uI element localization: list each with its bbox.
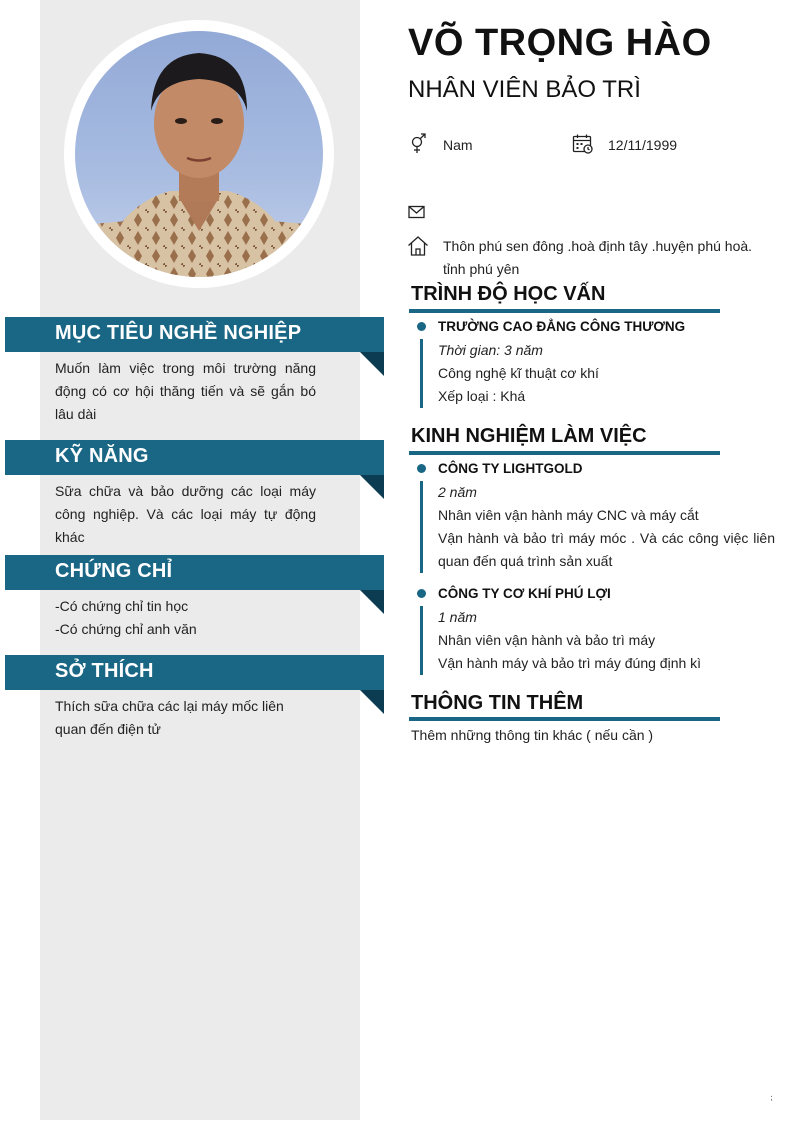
job-description: Vận hành máy và bảo trì máy đúng định kì <box>438 655 702 671</box>
skills-text: Sữa chữa và bảo dưỡng các loại máy công nghiệp. Và các loại máy tự động khác <box>55 483 316 545</box>
timeline-dot <box>417 464 426 473</box>
avatar <box>75 31 323 277</box>
education-grade: Xếp loại : Khá <box>438 388 526 404</box>
company-name: CÔNG TY LIGHTGOLD <box>438 461 583 476</box>
gender-icon <box>408 133 430 160</box>
ribbon-fold <box>360 475 384 499</box>
job-duration: 1 năm <box>438 609 477 625</box>
section-title-additional: THÔNG TIN THÊM <box>411 692 584 714</box>
envelope-icon <box>408 205 425 224</box>
birthdate-value: 12/11/1999 <box>608 137 678 153</box>
section-underline <box>409 451 720 455</box>
section-header-certificates <box>5 555 384 590</box>
job-role: Nhân viên vận hành và bảo trì máy <box>438 632 656 648</box>
company-name: CÔNG TY CƠ KHÍ PHÚ LỢI <box>438 586 611 601</box>
timeline-dot <box>417 322 426 331</box>
section-title-experience: KINH NGHIỆM LÀM VIỆC <box>411 425 647 447</box>
job-role: Nhân viên vận hành máy CNC và máy cắt <box>438 507 699 523</box>
address-value: Thôn phú sen đông .hoà định tây .huyện phú hoà. tỉnh phú yên <box>443 238 753 277</box>
section-underline <box>409 717 720 721</box>
additional-info-text: Thêm những thông tin khác ( nếu cần ) <box>411 727 654 743</box>
timeline-dot <box>417 589 426 598</box>
footer-mark: ⁏ <box>770 1093 773 1102</box>
job-description: Vận hành và bảo trì máy móc . Và các công việc liên quan đến quá trình sản xuất <box>438 530 775 569</box>
timeline-line <box>420 481 423 573</box>
timeline-line <box>420 339 423 408</box>
ribbon-fold <box>360 690 384 714</box>
section-title-education: TRÌNH ĐỘ HỌC VẤN <box>411 283 606 305</box>
section-title: MỤC TIÊU NGHỀ NGHIỆP <box>55 322 302 344</box>
section-header-hobbies <box>5 655 384 690</box>
section-header-career-goal <box>5 317 384 352</box>
hobbies-text: Thích sữa chữa các lại máy mốc liên quan đến điện tử <box>55 698 284 737</box>
gender-value: Nam <box>443 137 473 153</box>
education-duration: Thời gian: 3 năm <box>438 342 543 358</box>
certificate-item: -Có chứng chỉ anh văn <box>55 621 197 637</box>
section-underline <box>409 309 720 313</box>
job-duration: 2 năm <box>438 484 477 500</box>
section-title: CHỨNG CHỈ <box>55 560 173 582</box>
school-name: TRƯỜNG CAO ĐẲNG CÔNG THƯƠNG <box>438 319 686 334</box>
calendar-icon <box>572 133 594 160</box>
ribbon-fold <box>360 590 384 614</box>
certificate-item: -Có chứng chỉ tin học <box>55 598 189 614</box>
section-header-skills <box>5 440 384 475</box>
career-goal-text: Muốn làm việc trong môi trường năng động có cơ hội thăng tiến và sẽ gắn bó lâu dài <box>55 360 316 422</box>
home-icon <box>407 235 429 262</box>
job-title: NHÂN VIÊN BẢO TRÌ <box>408 76 641 103</box>
section-title: SỞ THÍCH <box>55 660 154 682</box>
section-title: KỸ NĂNG <box>55 445 149 467</box>
ribbon-fold <box>360 352 384 376</box>
candidate-name: VÕ TRỌNG HÀO <box>408 22 712 64</box>
timeline-line <box>420 606 423 675</box>
education-major: Công nghệ kĩ thuật cơ khí <box>438 365 599 381</box>
